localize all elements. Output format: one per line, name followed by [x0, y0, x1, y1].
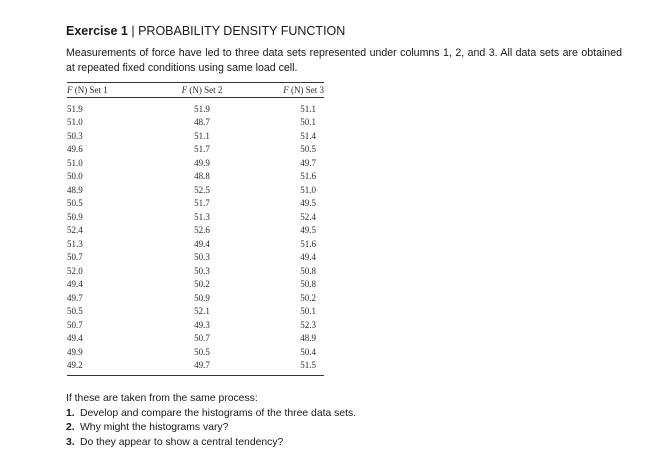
table-row [67, 291, 324, 305]
cell-set-2: 51.7 [194, 198, 210, 209]
cell-set-1: 50.0 [67, 171, 83, 182]
table-row [67, 170, 324, 184]
cell-set-1: 50.5 [67, 306, 83, 317]
question-number: 2. [66, 422, 75, 433]
cell-set-3: 49.5 [300, 225, 316, 236]
cell-set-2: 52.6 [194, 225, 210, 236]
table-header-row [67, 83, 324, 97]
table-row [67, 345, 324, 359]
cell-set-2: 52.1 [194, 306, 210, 317]
cell-set-1: 51.9 [67, 103, 83, 114]
exercise-title: PROBABILITY DENSITY FUNCTION [138, 24, 346, 38]
cell-set-2: 49.3 [194, 319, 210, 330]
cell-set-2: 50.9 [194, 292, 210, 303]
table-row [67, 129, 324, 143]
cell-set-3: 51.6 [300, 238, 316, 249]
cell-set-2: 48.8 [194, 171, 210, 182]
table-row [67, 332, 324, 346]
question-number: 1. [66, 407, 75, 419]
cell-set-3: 50.1 [300, 117, 316, 128]
question-item [66, 407, 356, 422]
cell-set-2: 51.7 [194, 144, 210, 155]
table-row [67, 210, 324, 224]
table-row [67, 278, 324, 292]
cell-set-2: 52.5 [194, 184, 210, 195]
column-header-set-1: F (N) Set 1 [67, 85, 108, 95]
table-body [67, 98, 324, 372]
cell-set-3: 51.0 [300, 184, 316, 195]
cell-set-2: 51.3 [194, 211, 210, 222]
table-row [67, 264, 324, 278]
table-row [67, 156, 324, 170]
cell-set-3: 49.4 [300, 252, 316, 263]
table-row [67, 305, 324, 319]
cell-set-1: 51.3 [67, 238, 83, 249]
column-header-set-2: F (N) Set 2 [181, 85, 223, 95]
task-lead: If these are taken from the same process: [66, 393, 258, 404]
table-row [67, 143, 324, 157]
cell-set-1: 49.7 [67, 292, 83, 303]
cell-set-3: 51.4 [300, 130, 316, 141]
cell-set-3: 51.5 [300, 360, 316, 371]
cell-set-2: 49.4 [194, 238, 210, 249]
exercise-number: Exercise 1 [66, 24, 128, 38]
cell-set-2: 51.1 [194, 130, 210, 141]
cell-set-3: 51.1 [300, 103, 316, 114]
cell-set-1: 51.0 [67, 157, 83, 168]
intro-paragraph: Measurements of force have led to three data sets represented under columns 1, 2, and 3. All data sets are obtained at repeated fixed conditions using same load cell. [66, 47, 622, 74]
cell-set-1: 50.7 [67, 252, 83, 263]
cell-set-1: 49.2 [67, 360, 83, 371]
table-row [67, 197, 324, 211]
table-row [67, 318, 324, 332]
question-text: Why might the histograms vary? [80, 422, 229, 433]
cell-set-3: 50.4 [300, 346, 316, 357]
cell-set-1: 49.6 [67, 144, 83, 155]
cell-set-1: 52.0 [67, 265, 83, 276]
cell-set-2: 50.3 [194, 265, 210, 276]
cell-set-2: 50.5 [194, 346, 210, 357]
table-row [67, 183, 324, 197]
cell-set-2: 49.7 [194, 360, 210, 371]
question-item [66, 421, 356, 436]
cell-set-1: 49.4 [67, 333, 83, 344]
question-number: 3. [66, 436, 75, 448]
cell-set-3: 52.3 [300, 319, 316, 330]
table-row [67, 224, 324, 238]
table-row [67, 116, 324, 130]
table-bottom-rule [67, 375, 324, 376]
cell-set-3: 49.5 [300, 198, 316, 209]
question-text: Do they appear to show a central tendency? [80, 436, 284, 448]
table-row [67, 251, 324, 265]
table-row [67, 237, 324, 251]
cell-set-3: 50.1 [300, 306, 316, 317]
cell-set-1: 49.9 [67, 346, 83, 357]
cell-set-3: 50.8 [300, 265, 316, 276]
question-item [66, 436, 356, 451]
cell-set-2: 51.9 [194, 103, 210, 114]
cell-set-3: 51.6 [300, 171, 316, 182]
exercise-heading [66, 24, 345, 38]
cell-set-3: 48.9 [300, 333, 316, 344]
cell-set-2: 50.3 [194, 252, 210, 263]
cell-set-1: 50.7 [67, 319, 83, 330]
cell-set-1: 48.9 [67, 184, 83, 195]
cell-set-2: 48.7 [194, 117, 210, 128]
cell-set-2: 49.9 [194, 157, 210, 168]
cell-set-3: 49.7 [300, 157, 316, 168]
cell-set-3: 50.5 [300, 144, 316, 155]
cell-set-1: 51.0 [67, 117, 83, 128]
force-data-table [67, 82, 324, 376]
heading-separator: | [131, 24, 135, 38]
column-header-set-3: F (N) Set 3 [283, 85, 324, 95]
cell-set-1: 50.3 [67, 130, 83, 141]
table-row [67, 359, 324, 373]
table-row [67, 102, 324, 116]
cell-set-3: 50.2 [300, 292, 316, 303]
cell-set-2: 50.2 [194, 279, 210, 290]
question-list [66, 407, 356, 451]
cell-set-2: 50.7 [194, 333, 210, 344]
cell-set-1: 52.4 [67, 225, 83, 236]
cell-set-1: 49.4 [67, 279, 83, 290]
cell-set-3: 50.8 [300, 279, 316, 290]
cell-set-1: 50.9 [67, 211, 83, 222]
cell-set-1: 50.5 [67, 198, 83, 209]
task-section [66, 392, 356, 450]
cell-set-3: 52.4 [300, 211, 316, 222]
question-text: Develop and compare the histograms of the three data sets. [80, 407, 357, 419]
